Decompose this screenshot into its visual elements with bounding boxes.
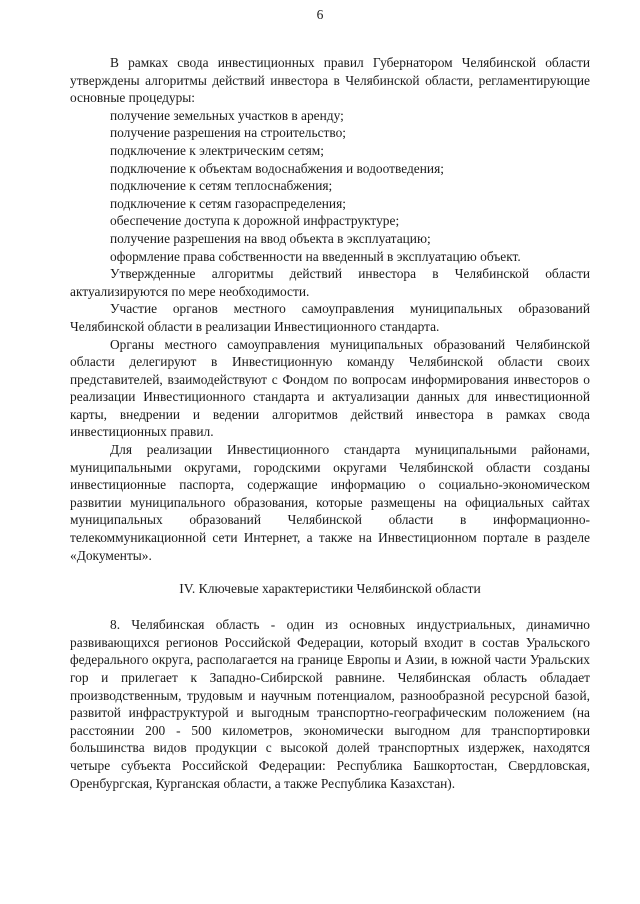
list-item: получение разрешения на строительство; xyxy=(110,125,347,141)
paragraph: Утвержденные алгоритмы действий инвестора в Челябинской области актуализируются по мере необходимости. xyxy=(70,266,590,299)
list-item: подключение к электрическим сетям; xyxy=(110,142,324,158)
page-number: 6 xyxy=(316,7,324,22)
document-body xyxy=(70,54,590,792)
list-item: подключение к сетям теплоснабжения; xyxy=(110,178,333,194)
section-heading: IV. Ключевые характеристики Челябинской области xyxy=(179,581,481,597)
list-item: получение разрешения на ввод объекта в эксплуатацию; xyxy=(110,230,431,246)
section-paragraph: 8. Челябинская область - один из основных индустриальных, динамично развивающихся регионов Российской Федерации, который входит в состав Уральского федерального округа, располагается на границе Европы и Азии, в южной части Уральских гор и прилегает к Западно-Сибирской равнине. Челябинская область обладает производственным, трудовым и научным потенциалом, разнообразной ресурсной базой, развитой инфраструктурой и выгодным транспортно-географическим положением (на расстоянии 200 - 500 километров, экономически выгодном для транспортировки большинства видов продукции с высокой долей транспортных издержек, находятся четыре субъекта Российской Федерации: Республика Башкортостан, Свердловская, Оренбургская, Курганская области, а также Республика Казахстан). xyxy=(70,617,590,791)
list-item: получение земельных участков в аренду; xyxy=(110,107,344,123)
procedures-list xyxy=(70,107,590,265)
intro-paragraph: В рамках свода инвестиционных правил Губернатором Челябинской области утверждены алгоритмы действий инвестора в Челябинской области, регламентирующие основные процедуры: xyxy=(70,55,590,106)
list-item: подключение к объектам водоснабжения и водоотведения; xyxy=(110,160,444,176)
paragraph: Для реализации Инвестиционного стандарта муниципальными районами, муниципальными округами, городскими округами Челябинской области созданы инвестиционные паспорта, содержащие информацию о социально-экономическом развитии муниципального образования, которые размещены на официальных сайтах муниципальных образований Челябинской области в информационно-телекоммуникационной сети Интернет, а также на Инвестиционном портале в разделе «Документы». xyxy=(70,442,590,563)
list-item: оформление права собственности на введенный в эксплуатацию объект. xyxy=(110,248,521,264)
paragraph: Органы местного самоуправления муниципальных образований Челябинской области делегируют в Инвестиционную команду Челябинской области своих представителей, взаимодействуют с Фондом по вопросам информирования инвесторов о реализации Инвестиционного стандарта и актуализации данных для инвестиционной карты, внедрении и ведении алгоритмов действий инвестора в рамках свода инвестиционных правил. xyxy=(70,336,590,440)
list-item: подключение к сетям газораспределения; xyxy=(110,195,346,211)
paragraph: Участие органов местного самоуправления муниципальных образований Челябинской области в реализации Инвестиционного стандарта. xyxy=(70,301,590,334)
list-item: обеспечение доступа к дорожной инфраструктуре; xyxy=(110,213,400,229)
